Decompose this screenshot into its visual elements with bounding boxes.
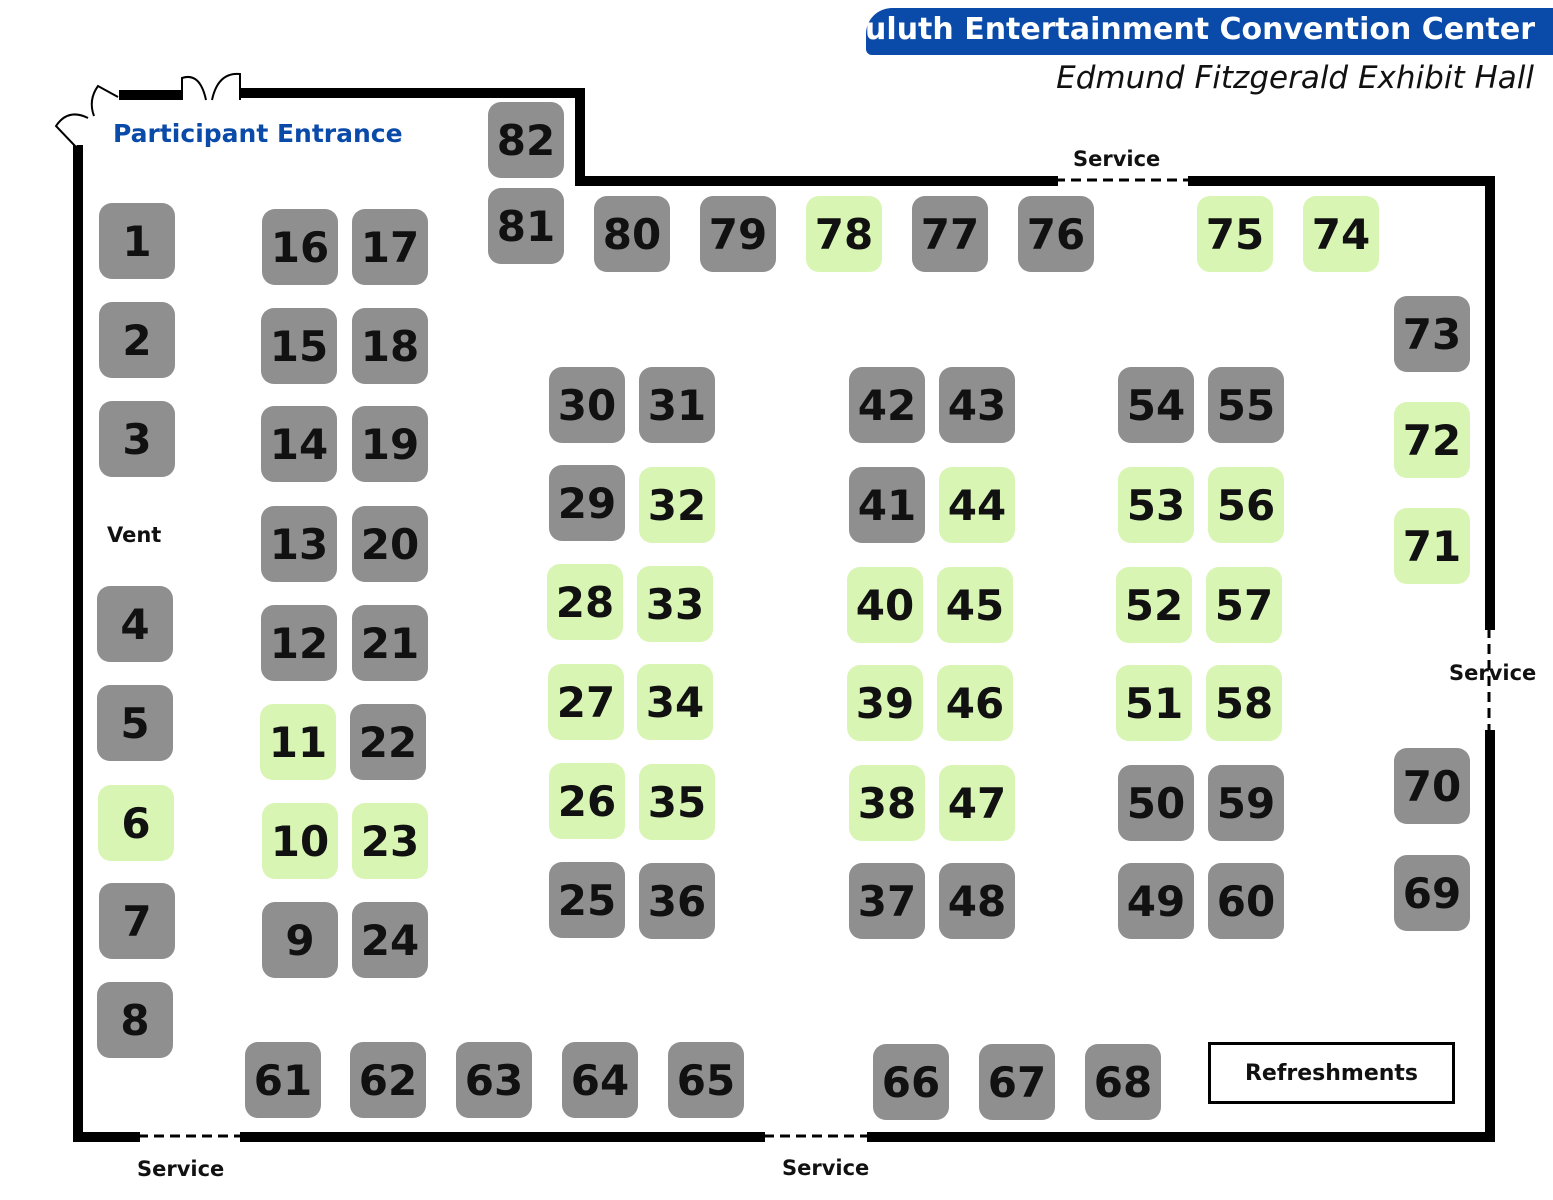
booth-41: 41 [849, 467, 925, 543]
booth-52: 52 [1116, 567, 1192, 643]
booth-27: 27 [548, 664, 624, 740]
booth-37: 37 [849, 863, 925, 939]
booth-46: 46 [937, 665, 1013, 741]
booth-60: 60 [1208, 863, 1284, 939]
booth-32: 32 [639, 467, 715, 543]
booth-42: 42 [849, 367, 925, 443]
booth-45: 45 [937, 567, 1013, 643]
service-label-bottom-left: Service [137, 1157, 225, 1181]
booth-23: 23 [352, 803, 428, 879]
booth-81: 81 [488, 188, 564, 264]
booth-4: 4 [97, 586, 173, 662]
booth-19: 19 [352, 406, 428, 482]
booth-5: 5 [97, 685, 173, 761]
booth-49: 49 [1118, 863, 1194, 939]
booth-71: 71 [1394, 508, 1470, 584]
booth-17: 17 [352, 209, 428, 285]
booth-80: 80 [594, 196, 670, 272]
booth-72: 72 [1394, 402, 1470, 478]
booth-33: 33 [637, 566, 713, 642]
booth-18: 18 [352, 308, 428, 384]
booth-39: 39 [847, 665, 923, 741]
booth-73: 73 [1394, 296, 1470, 372]
booth-16: 16 [262, 209, 338, 285]
booth-11: 11 [260, 704, 336, 780]
booth-30: 30 [549, 367, 625, 443]
booth-29: 29 [549, 465, 625, 541]
booth-63: 63 [456, 1042, 532, 1118]
booth-56: 56 [1208, 467, 1284, 543]
booth-61: 61 [245, 1042, 321, 1118]
booth-1: 1 [99, 203, 175, 279]
booth-57: 57 [1206, 567, 1282, 643]
participant-entrance-label: Participant Entrance [113, 119, 403, 148]
booth-79: 79 [700, 196, 776, 272]
booth-13: 13 [261, 506, 337, 582]
booth-21: 21 [352, 605, 428, 681]
booth-53: 53 [1118, 467, 1194, 543]
venue-title: Duluth Entertainment Convention Center [840, 12, 1535, 47]
booth-26: 26 [549, 763, 625, 839]
booth-38: 38 [849, 765, 925, 841]
booth-22: 22 [350, 704, 426, 780]
booth-35: 35 [639, 764, 715, 840]
booth-55: 55 [1208, 367, 1284, 443]
booth-54: 54 [1118, 367, 1194, 443]
booth-12: 12 [261, 605, 337, 681]
booth-48: 48 [939, 863, 1015, 939]
booth-25: 25 [549, 862, 625, 938]
booth-15: 15 [261, 308, 337, 384]
booth-69: 69 [1394, 855, 1470, 931]
service-label-top: Service [1073, 147, 1161, 171]
booth-74: 74 [1303, 196, 1379, 272]
booth-64: 64 [562, 1042, 638, 1118]
booth-68: 68 [1085, 1044, 1161, 1120]
booth-3: 3 [99, 401, 175, 477]
service-label-bottom-middle: Service [782, 1156, 870, 1180]
booth-14: 14 [261, 406, 337, 482]
booth-31: 31 [639, 367, 715, 443]
booth-2: 2 [99, 302, 175, 378]
booth-9: 9 [262, 902, 338, 978]
booth-40: 40 [847, 567, 923, 643]
vent-label: Vent [107, 523, 162, 547]
booth-70: 70 [1394, 748, 1470, 824]
booth-50: 50 [1118, 765, 1194, 841]
booth-8: 8 [97, 982, 173, 1058]
booth-65: 65 [668, 1042, 744, 1118]
booth-36: 36 [639, 863, 715, 939]
booth-34: 34 [637, 664, 713, 740]
booth-44: 44 [939, 467, 1015, 543]
refreshments-area: Refreshments [1208, 1042, 1455, 1104]
booth-43: 43 [939, 367, 1015, 443]
booth-28: 28 [547, 564, 623, 640]
booth-7: 7 [99, 883, 175, 959]
booth-59: 59 [1208, 765, 1284, 841]
booth-78: 78 [806, 196, 882, 272]
booth-6: 6 [98, 785, 174, 861]
booth-58: 58 [1206, 665, 1282, 741]
booth-47: 47 [939, 765, 1015, 841]
booth-51: 51 [1116, 665, 1192, 741]
hall-subtitle: Edmund Fitzgerald Exhibit Hall [1056, 60, 1534, 96]
booth-10: 10 [262, 803, 338, 879]
booth-62: 62 [350, 1042, 426, 1118]
service-label-right: Service [1449, 661, 1537, 685]
booth-67: 67 [979, 1044, 1055, 1120]
booth-20: 20 [352, 506, 428, 582]
booth-76: 76 [1018, 196, 1094, 272]
booth-77: 77 [912, 196, 988, 272]
booth-24: 24 [352, 902, 428, 978]
booth-66: 66 [873, 1044, 949, 1120]
booth-82: 82 [488, 102, 564, 178]
header-banner [840, 8, 1553, 55]
booth-75: 75 [1197, 196, 1273, 272]
